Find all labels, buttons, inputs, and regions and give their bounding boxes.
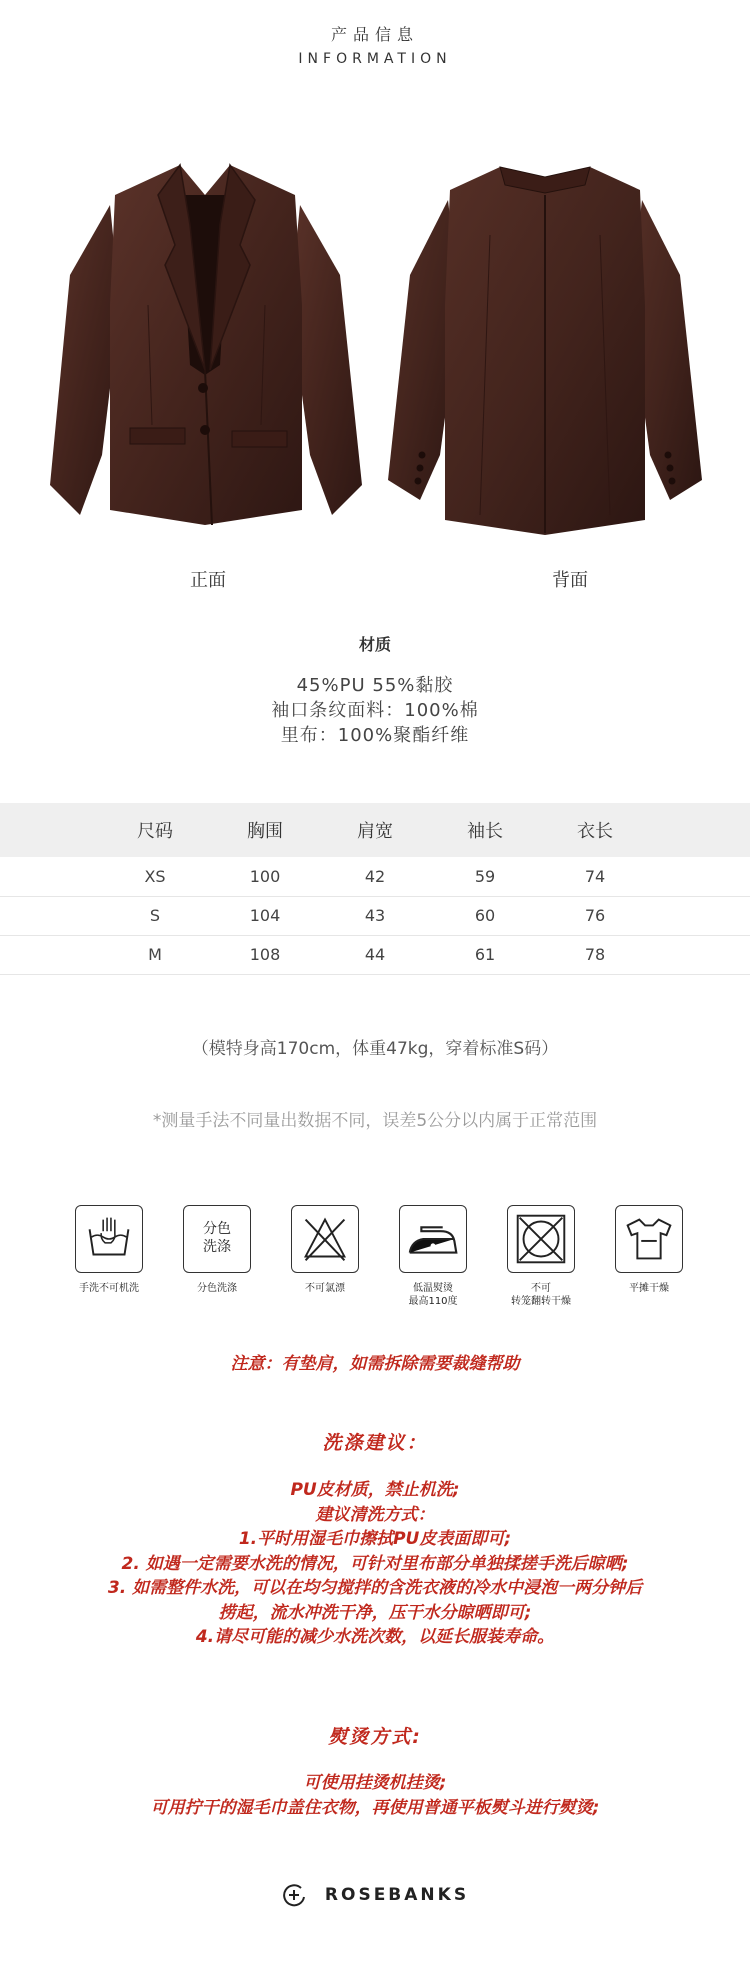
front-photo [40,155,370,535]
size-cell: XS [100,857,210,896]
care-item [388,1205,478,1308]
footer [0,1882,750,1912]
material-line: 袖口条纹面料：100%棉 [271,700,479,721]
care-caption: 不可 转笼翻转干燥 [511,1283,571,1307]
brand-name: ROSEBANKS [324,1885,470,1905]
material-title: 材质 [358,635,391,654]
wash-line: 4.请尽可能的减少水洗次数，以延长服装寿命。 [195,1627,555,1647]
wash-line: 3. 如需整件水洗，可以在均匀搅拌的含洗衣液的冷水中浸泡一两分钟后 [107,1578,643,1598]
brand-logo-icon [281,1882,307,1908]
header [0,22,750,67]
separate-wash-text: 分色 洗涤 [203,1221,231,1255]
size-header-cell: 胸围 [210,803,320,857]
size-cell: S [100,896,210,935]
iron-instructions [0,1771,750,1820]
size-cell: 108 [210,935,320,974]
size-table [0,803,750,975]
jacket-back-image [380,155,710,535]
wash-title: 洗涤建议： [322,1432,428,1454]
material-line: 里布：100%聚酯纤维 [280,725,470,746]
iron-line: 可用拧干的湿毛巾盖住衣物，再使用普通平板熨斗进行熨烫; [150,1797,600,1818]
material-line: 45%PU 55%黏胶 [296,675,454,696]
size-cell: 59 [430,857,540,896]
iron-title: 熨烫方式: [328,1726,422,1748]
care-item [172,1205,262,1295]
wash-line: 捞起，流水冲洗干净，压干水分晾晒即可; [218,1602,532,1623]
size-cell: M [100,935,210,974]
front-label: 正面 [190,570,226,591]
wash-line: 1.平时用湿毛巾擦拭PU皮表面即可; [238,1529,512,1549]
measure-note: *测量手法不同量出数据不同，误差5公分以内属于正常范围 [152,1111,598,1131]
size-header-cell: 衣长 [540,803,650,857]
size-cell: 74 [540,857,650,896]
size-header-cell: 肩宽 [320,803,430,857]
wash-line: 建议清洗方式： [315,1504,435,1525]
hand-wash-icon [75,1205,143,1273]
wash-line: 2. 如遇一定需要水洗的情况，可针对里布部分单独揉搓手洗后晾晒; [121,1553,629,1574]
no-bleach-icon [291,1205,359,1273]
care-icons-row [64,1205,686,1315]
size-cell: 61 [430,935,540,974]
size-cell: 100 [210,857,320,896]
care-caption: 低温熨烫 最高110度 [408,1283,458,1307]
size-cell: 104 [210,896,320,935]
material-lines [0,673,750,748]
care-caption: 分色洗涤 [197,1283,237,1294]
no-tumble-dry-icon [507,1205,575,1273]
care-item [604,1205,694,1295]
size-table-header [0,803,750,857]
care-item [280,1205,370,1295]
jacket-front-image [40,155,370,535]
size-cell: 43 [320,896,430,935]
care-caption: 不可氯漂 [305,1283,345,1294]
separate-wash-icon [183,1205,251,1273]
wash-instructions [0,1478,750,1650]
size-cell: 44 [320,935,430,974]
size-header-cell: 袖长 [430,803,540,857]
wash-line: PU皮材质，禁止机洗; [290,1480,460,1500]
dry-flat-icon [615,1205,683,1273]
material-section [0,632,750,748]
back-label: 背面 [552,570,588,591]
table-row [0,857,750,896]
header-title-en: INFORMATION [298,51,452,67]
care-item [64,1205,154,1295]
iron-line: 可使用挂烫机挂烫; [303,1773,447,1793]
size-header-cell: 尺码 [100,803,210,857]
header-title-cn: 产品信息 [330,25,419,44]
care-item [496,1205,586,1308]
size-cell: 60 [430,896,540,935]
iron-low-icon [399,1205,467,1273]
model-note: （模特身高170cm，体重47kg，穿着标准S码） [191,1039,559,1059]
care-caption: 平摊干燥 [629,1283,669,1294]
size-cell: 76 [540,896,650,935]
care-caption: 手洗不可机洗 [79,1283,139,1294]
size-cell: 42 [320,857,430,896]
size-cell: 78 [540,935,650,974]
table-row [0,935,750,974]
attention-note: 注意：有垫肩，如需拆除需要裁缝帮助 [230,1354,520,1374]
back-photo [380,155,710,535]
table-row [0,896,750,935]
